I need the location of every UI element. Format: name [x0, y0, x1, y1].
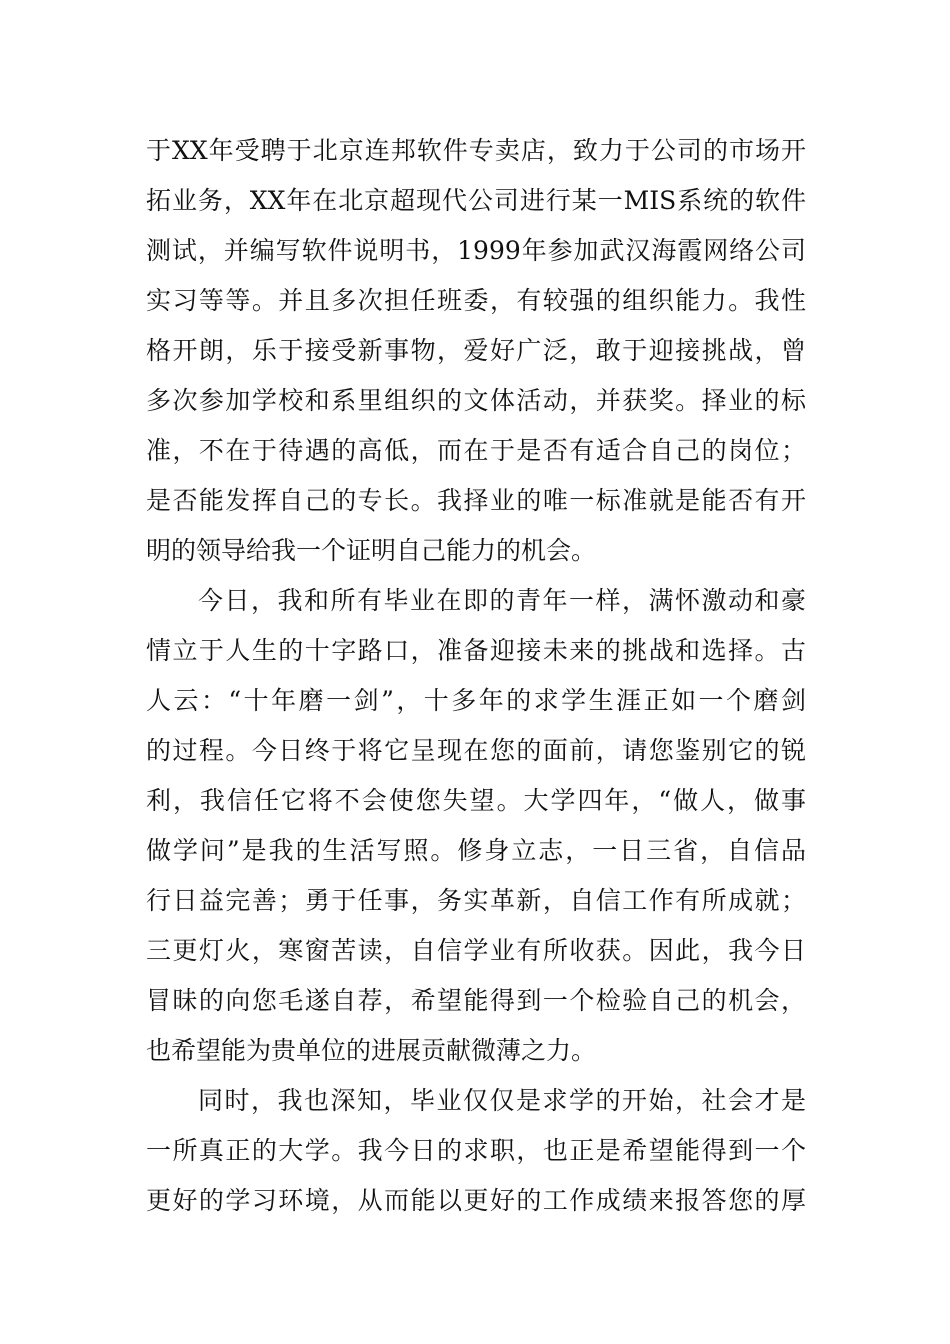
text-line: 三更灯火，寒窗苦读，自信学业有所收获。因此，我今日 — [146, 936, 806, 965]
text-line: 的过程。今日终于将它呈现在您的面前，请您鉴别它的锐 — [146, 736, 806, 765]
text-line: 明的领导给我一个证明自己能力的机会。 — [146, 536, 597, 565]
text-line: 格开朗，乐于接受新事物，爱好广泛，敢于迎接挑战，曾 — [146, 336, 806, 365]
text-line: 做学问”是我的生活写照。修身立志，一日三省，自信品 — [146, 836, 806, 865]
text-line: 准，不在于待遇的高低，而在于是否有适合自己的岗位； — [146, 436, 806, 465]
text-line: 行日益完善；勇于任事，务实革新，自信工作有所成就； — [146, 886, 806, 915]
text-line: 于XX年受聘于北京连邦软件专卖店，致力于公司的市场开 — [146, 136, 806, 165]
text-line: 测试，并编写软件说明书，1999年参加武汉海霞网络公司 — [146, 236, 806, 265]
text-line: 情立于人生的十字路口，准备迎接未来的挑战和选择。古 — [146, 636, 806, 665]
text-line: 也希望能为贵单位的进展贡献微薄之力。 — [146, 1036, 597, 1065]
text-line: 今日，我和所有毕业在即的青年一样，满怀激动和豪 — [198, 586, 806, 615]
paragraph — [146, 576, 806, 1076]
text-line: 拓业务，XX年在北京超现代公司进行某一MIS系统的软件 — [146, 186, 806, 215]
text-line: 多次参加学校和系里组织的文体活动，并获奖。择业的标 — [146, 386, 806, 415]
paragraph — [146, 1076, 806, 1226]
text-line: 人云：“十年磨一剑”，十多年的求学生涯正如一个磨剑 — [146, 686, 806, 715]
text-line: 利，我信任它将不会使您失望。大学四年，“做人，做事 — [146, 786, 806, 815]
text-line: 是否能发挥自己的专长。我择业的唯一标准就是能否有开 — [146, 486, 806, 515]
text-line: 实习等等。并且多次担任班委，有较强的组织能力。我性 — [146, 286, 806, 315]
text-line: 冒昧的向您毛遂自荐，希望能得到一个检验自己的机会， — [146, 986, 806, 1015]
body-text — [146, 126, 806, 1226]
paragraph — [146, 126, 806, 576]
text-line: 更好的学习环境，从而能以更好的工作成绩来报答您的厚 — [146, 1186, 806, 1215]
text-line: 一所真正的大学。我今日的求职，也正是希望能得到一个 — [146, 1136, 806, 1165]
text-line: 同时，我也深知，毕业仅仅是求学的开始，社会才是 — [198, 1086, 806, 1115]
